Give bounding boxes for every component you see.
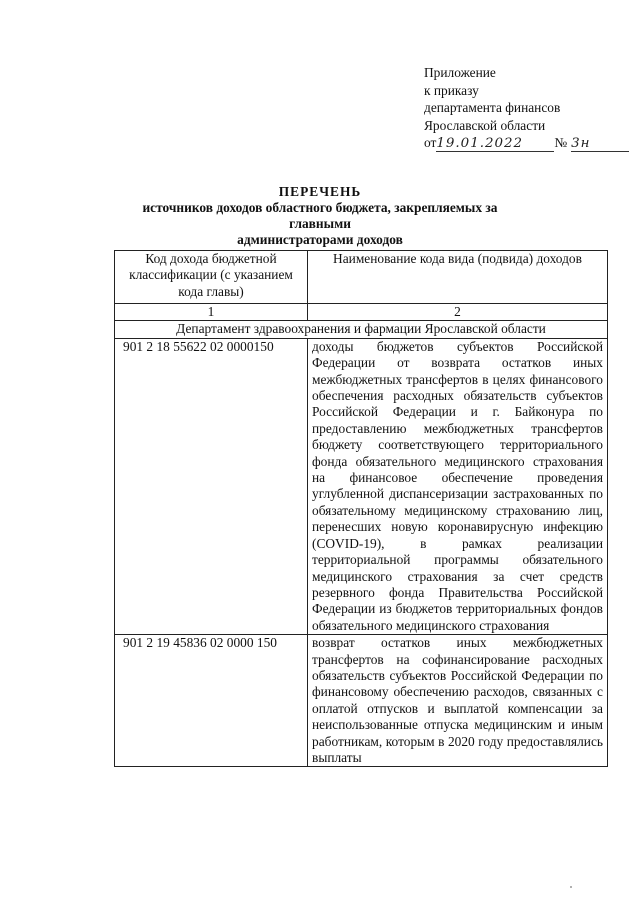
income-code: 901 2 19 45836 02 0000 150 xyxy=(115,635,308,767)
table-row xyxy=(115,635,608,767)
appendix-line: к приказу xyxy=(424,82,479,98)
header-name: Наименование кода вида (подвида) доходов xyxy=(308,251,608,304)
department-name: Департамент здравоохранения и фармации Ярославской области xyxy=(115,321,608,338)
title-subheading-cont: администраторами доходов xyxy=(237,232,403,247)
number-sign: № xyxy=(554,135,568,150)
column-number-1: 1 xyxy=(115,304,308,321)
order-date-number xyxy=(424,134,629,152)
appendix-block xyxy=(424,64,629,152)
income-description: возврат остатков иных межбюджетных трансфертов на софинансирование расходных обязательств субъектов Российской Федерации по финансовому обеспечению расходов, связанных с оплатой отпусков и выплатой компенсации за неиспользованные отпуска медицинским и иным работникам, которым в 2020 году предоставлялись выплаты xyxy=(308,635,608,767)
appendix-line: Ярославской области xyxy=(424,117,546,133)
document-title xyxy=(110,184,530,248)
scan-speck xyxy=(570,886,572,888)
department-row xyxy=(115,321,608,338)
handwritten-date: 19.01.2022 xyxy=(436,137,554,152)
income-code: 901 2 18 55622 02 0000150 xyxy=(115,338,308,634)
handwritten-number: 3н xyxy=(571,137,629,152)
column-number-2: 2 xyxy=(308,304,608,321)
column-number-row xyxy=(115,304,608,321)
income-description: доходы бюджетов субъектов Российской Федерации от возврата остатков иных межбюджетных трансфертов в целях финансового обеспечения расходных обязательств субъектов Российской Федерации и г. Байконура по предоставлению межбюджетных трансфертов бюджету соответствующего территориального фонда обязательного медицинского страхования на финансовое обеспечение проведения углубленной диспансеризации застрахованных по обязательному медицинскому страхованию лиц, перенесших новую коронавирусную инфекцию (COVID-19), в рамках реализации территориальной программы обязательного медицинского страхования за счет средств резервного фонда Правительства Российской Федерации из бюджетов территориальных фондов обязательного медицинского страхования xyxy=(308,338,608,634)
appendix-line: Приложение xyxy=(424,65,496,80)
title-subheading: источников доходов областного бюджета, закрепляемых за главными xyxy=(142,200,498,231)
income-sources-table xyxy=(114,250,608,767)
header-code: Код дохода бюджетной классификации (с указанием кода главы) xyxy=(115,251,308,304)
title-heading: ПЕРЕЧЕНЬ xyxy=(278,184,362,199)
from-label: от xyxy=(424,135,437,150)
table-header-row xyxy=(115,251,608,304)
appendix-line: департамента финансов xyxy=(424,100,561,115)
table-row xyxy=(115,338,608,634)
